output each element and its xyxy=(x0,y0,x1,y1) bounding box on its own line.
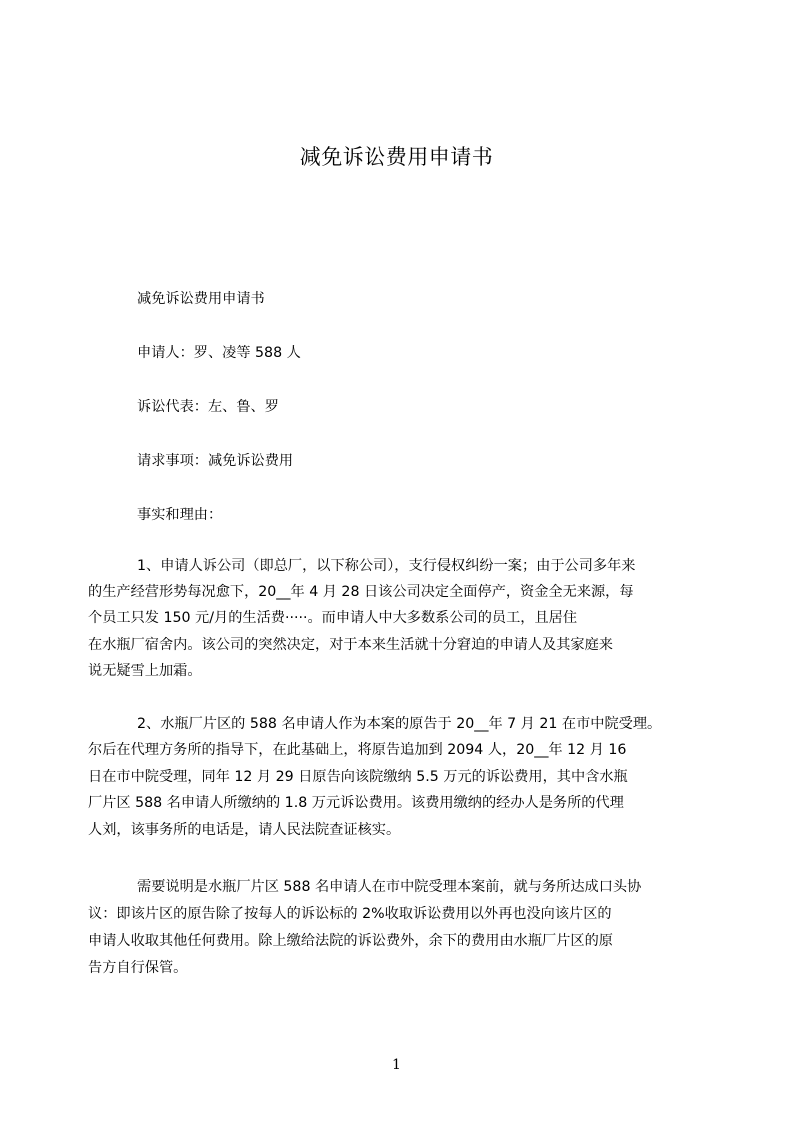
paragraph-2-line-3: 日在市中院受理，同年 12 月 29 日原告向该院缴纳 5.5 万元的诉讼费用，其中含水瓶 xyxy=(88,769,628,785)
paragraph-2-line-5: 人刘，该事务所的电话是，请人民法院查证核实。 xyxy=(88,822,401,838)
representative-line: 诉讼代表：左、鲁、罗 xyxy=(137,399,279,415)
paragraph-1-line-3: 个员工只发 150 元/月的生活费·····。而申请人中大多数系公司的员工，且居住 xyxy=(88,610,578,626)
paragraph-3-line-4: 告方自行保管。 xyxy=(88,960,188,976)
heading-line: 减免诉讼费用申请书 xyxy=(137,291,265,307)
paragraph-1-line-1: 1、申请人诉公司（即总厂，以下称公司），支行侵权纠纷一案；由于公司多年来 xyxy=(137,558,636,574)
paragraph-3-line-2: 议：即该片区的原告除了按每人的诉讼标的 2%收取诉讼费用以外再也没向该片区的 xyxy=(88,906,612,922)
paragraph-2-line-2: 尔后在代理方务所的指导下，在此基础上，将原告追加到 2094 人，20__年 12 月 16 xyxy=(88,742,627,758)
paragraph-2-line-4: 厂片区 588 名申请人所缴纳的 1.8 万元诉讼费用。该费用缴纳的经办人是务所的代理 xyxy=(88,795,624,811)
document-title: 减免诉讼费用申请书 xyxy=(299,145,494,169)
facts-label-line: 事实和理由： xyxy=(137,507,223,523)
applicant-line: 申请人：罗、凌等 588 人 xyxy=(137,345,301,361)
page-number: 1 xyxy=(392,1057,401,1073)
paragraph-1-line-4: 在水瓶厂宿舍内。该公司的突然决定，对于本来生活就十分窘迫的申请人及其家庭来 xyxy=(88,637,613,653)
paragraph-1-line-2: 的生产经营形势每况愈下，20__年 4 月 28 日该公司决定全面停产，资金全无来源，每 xyxy=(88,584,634,600)
paragraph-3-line-3: 申请人收取其他任何费用。除上缴给法院的诉讼费外，余下的费用由水瓶厂片区的原 xyxy=(88,933,613,949)
paragraph-2-line-1: 2、水瓶厂片区的 588 名申请人作为本案的原告于 20__年 7 月 21 在市中院受理。 xyxy=(137,716,662,732)
paragraph-1-line-5: 说无疑雪上加霜。 xyxy=(88,663,202,679)
paragraph-3-line-1: 需要说明是水瓶厂片区 588 名申请人在市中院受理本案前，就与务所达成口头协 xyxy=(137,879,642,895)
request-line: 请求事项：减免诉讼费用 xyxy=(137,453,294,469)
